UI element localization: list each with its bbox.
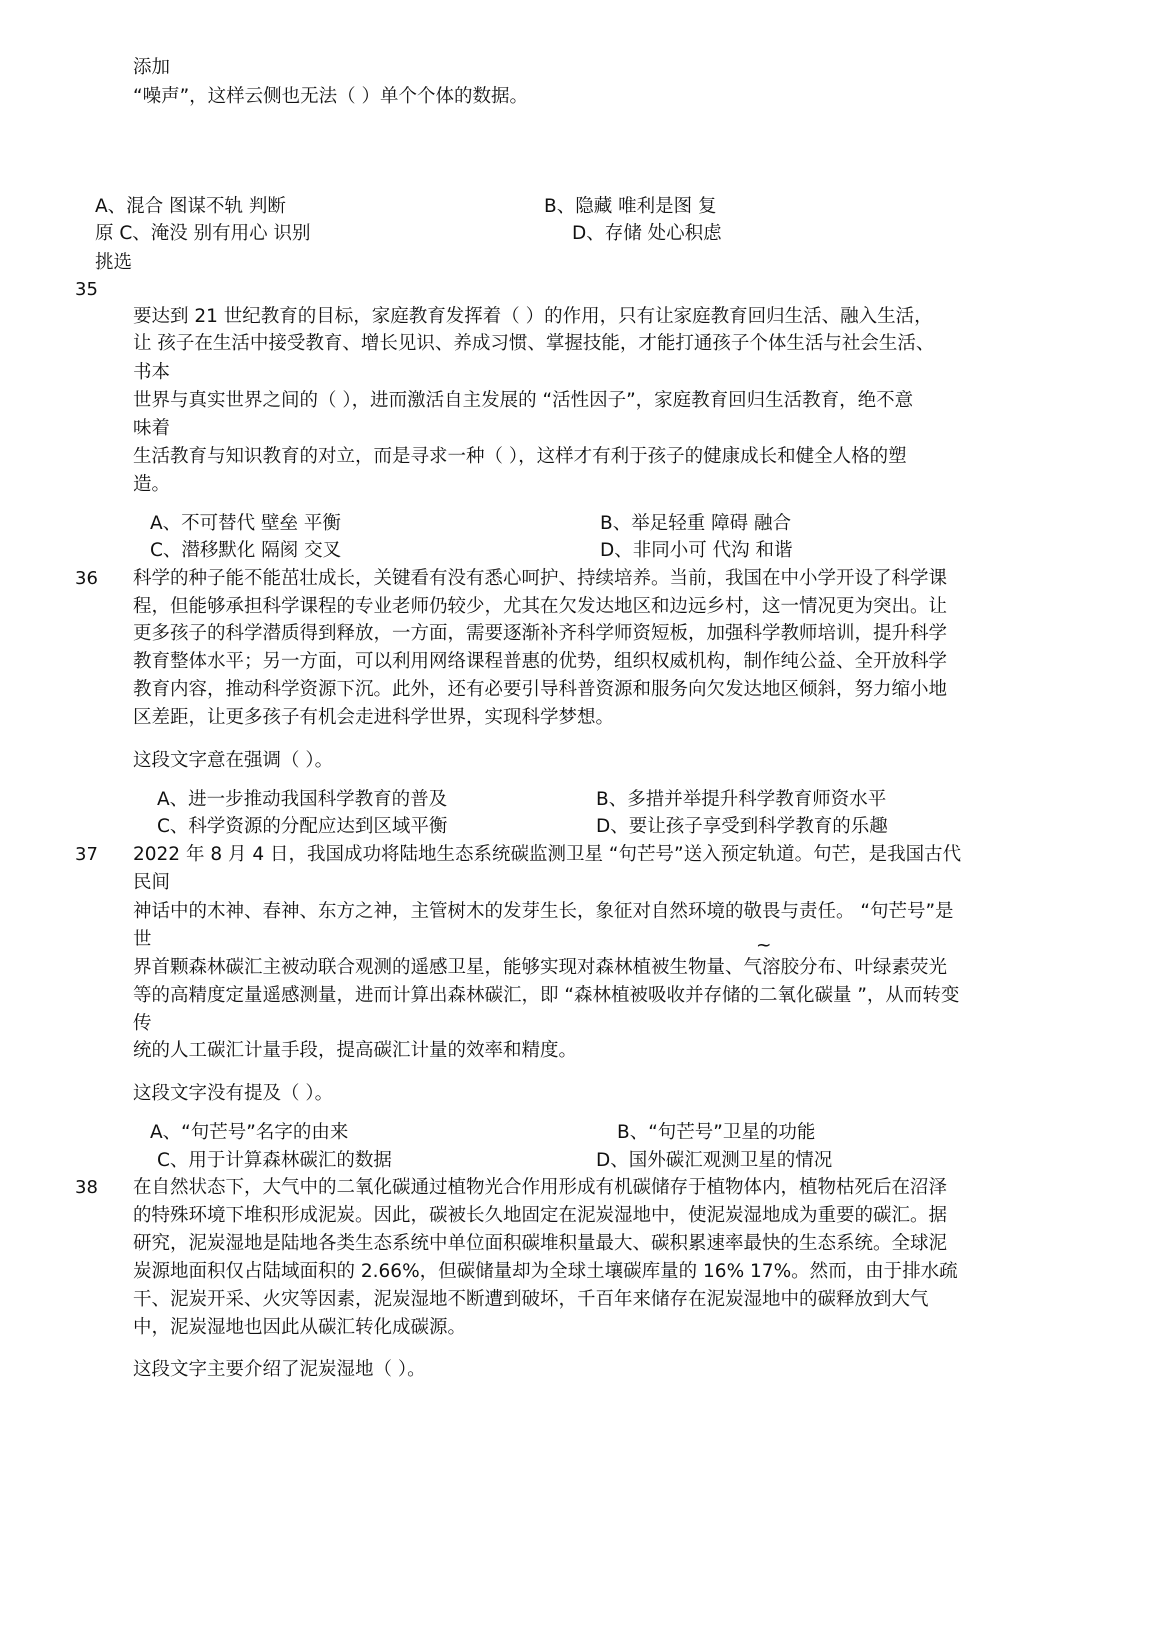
q37-line: 2022 年 8 月 4 日，我国成功将陆地生态系统碳监测卫星 “句芒号”送入预定轨道。句芒，是我国古代	[133, 844, 962, 865]
q35-option-a: A、不可替代 壁垒 平衡	[150, 513, 341, 534]
q38-line: 在自然状态下，大气中的二氧化碳通过植物光合作用形成有机碳储存于植物体内，植物枯死后在沼泽	[133, 1177, 948, 1198]
q36-line: 更多孩子的科学潜质得到释放，一方面，需要逐渐补齐科学师资短板，加强科学教师培训，提升科学	[133, 623, 948, 644]
q36-option-b: B、多措并举提升科学教育师资水平	[596, 789, 887, 810]
q36-line: 程，但能够承担科学课程的专业老师仍较少，尤其在欠发达地区和边远乡村，这一情况更为突出。让	[133, 596, 948, 617]
q35-line: 造。	[133, 474, 171, 495]
q34-option-tail: 挑选	[95, 252, 133, 273]
q38-line: 炭源地面积仅占陆域面积的 2.66%，但碳储量却为全球土壤碳库量的 16% 17%。然而，由于排水疏	[133, 1261, 958, 1282]
q36-line: 区差距，让更多孩子有机会走进科学世界，实现科学梦想。	[133, 707, 615, 728]
q37-line: 神话中的木神、春神、东方之神，主管树木的发芽生长，象征对自然环境的敬畏与责任。 “句芒号”是	[133, 901, 954, 922]
q37-line: 世	[133, 929, 152, 950]
q37-option-a: A、“句芒号”名字的由来	[150, 1122, 349, 1143]
q37-line: 统的人工碳汇计量手段，提高碳汇计量的效率和精度。	[133, 1040, 578, 1061]
q37-line: 等的高精度定量遥感测量，进而计算出森林碳汇，即 “森林植被吸收并存储的二氧化碳量 ”，从而转变	[133, 985, 960, 1006]
q37-tilde-mark: ~	[756, 935, 772, 956]
q38-question: 这段文字主要介绍了泥炭湿地（ ）。	[133, 1359, 426, 1380]
q37-line: 民间	[133, 872, 171, 893]
q34-option-d: D、存储 处心积虑	[572, 223, 722, 244]
q37-option-c: C、用于计算森林碳汇的数据	[157, 1150, 392, 1171]
q36-line: 科学的种子能不能茁壮成长，关键看有没有悉心呵护、持续培养。当前，我国在中小学开设了科学课	[133, 568, 948, 589]
q38-line: 的特殊环境下堆积形成泥炭。因此，碳被长久地固定在泥炭湿地中，使泥炭湿地成为重要的碳汇。据	[133, 1205, 948, 1226]
q35-option-b: B、举足轻重 障碍 融合	[600, 513, 791, 534]
q37-option-d: D、国外碳汇观测卫星的情况	[596, 1150, 833, 1171]
q38-line: 中，泥炭湿地也因此从碳汇转化成碳源。	[133, 1317, 467, 1338]
q36-option-c: C、科学资源的分配应达到区域平衡	[157, 816, 448, 837]
q34-line-2: “噪声”，这样云侧也无法（ ）单个个体的数据。	[133, 86, 529, 107]
q35-option-c: C、潜移默化 隔阂 交叉	[150, 540, 342, 561]
q38-line: 干、泥炭开采、火灾等因素，泥炭湿地不断遭到破坏，千百年来储存在泥炭湿地中的碳释放到大气	[133, 1289, 929, 1310]
q35-line: 要达到 21 世纪教育的目标，家庭教育发挥着（ ）的作用，只有让家庭教育回归生活、融入生活，	[133, 306, 933, 327]
q35-line: 让 孩子在生活中接受教育、增长见识、养成习惯、掌握技能，才能打通孩子个体生活与社会生活、	[133, 333, 935, 354]
q36-question: 这段文字意在强调（ ）。	[133, 750, 334, 771]
question-number-37: 37	[75, 844, 98, 865]
q34-option-a: A、混合 图谋不轨 判断	[95, 196, 286, 217]
q34-option-b: B、隐藏 唯利是图 复	[544, 196, 717, 217]
q34-line-1: 添加	[133, 57, 171, 78]
question-number-36: 36	[75, 568, 98, 589]
q36-line: 教育整体水平；另一方面，可以利用网络课程普惠的优势，组织权威机构，制作纯公益、全开放科学	[133, 651, 948, 672]
q37-line: 界首颗森林碳汇主被动联合观测的遥感卫星，能够实现对森林植被生物量、气溶胶分布、叶绿素荧光	[133, 957, 948, 978]
q35-line: 生活教育与知识教育的对立，而是寻求一种（ ），这样才有利于孩子的健康成长和健全人格的塑	[133, 446, 907, 467]
q37-line: 传	[133, 1013, 152, 1034]
q35-line: 味着	[133, 418, 171, 439]
q36-option-d: D、要让孩子享受到科学教育的乐趣	[596, 816, 888, 837]
q36-line: 教育内容，推动科学资源下沉。此外，还有必要引导科普资源和服务向欠发达地区倾斜，努力缩小地	[133, 679, 948, 700]
q37-option-b: B、“句芒号”卫星的功能	[617, 1122, 816, 1143]
q35-line: 世界与真实世界之间的（ ），进而激活自主发展的 “活性因子”，家庭教育回归生活教育，绝不意	[133, 390, 914, 411]
q35-option-d: D、非同小可 代沟 和谐	[600, 540, 793, 561]
question-number-38: 38	[75, 1177, 98, 1198]
q35-line: 书本	[133, 362, 171, 383]
q36-option-a: A、进一步推动我国科学教育的普及	[157, 789, 448, 810]
q37-question: 这段文字没有提及（ ）。	[133, 1083, 334, 1104]
question-number-35: 35	[75, 279, 98, 300]
q34-option-c: 原 C、淹没 别有用心 识别	[95, 223, 311, 244]
q38-line: 研究，泥炭湿地是陆地各类生态系统中单位面积碳堆积量最大、碳积累速率最快的生态系统。全球泥	[133, 1233, 948, 1254]
